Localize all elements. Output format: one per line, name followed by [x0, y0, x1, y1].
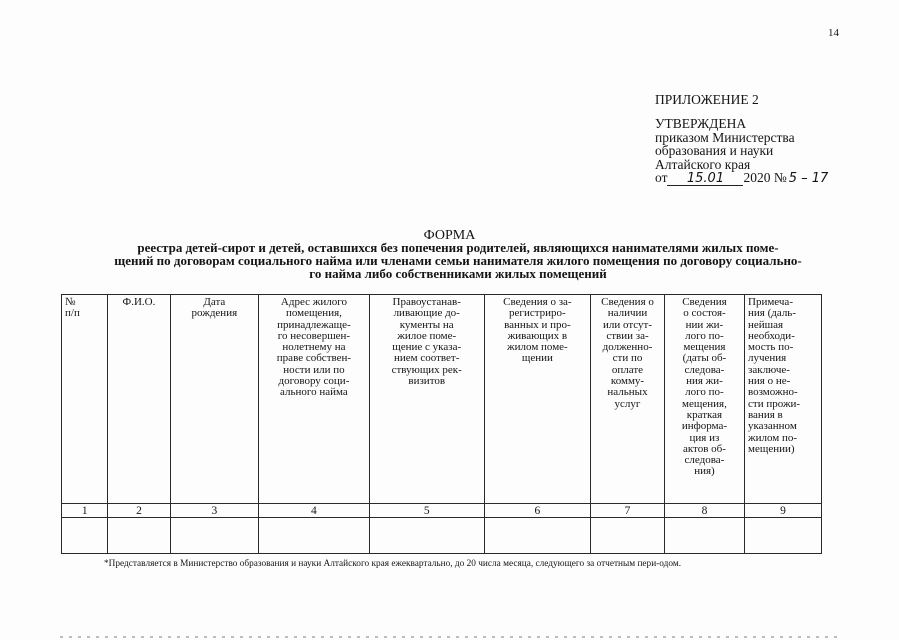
header-line: щение с указа-	[392, 341, 462, 354]
header-line: живающих в	[507, 329, 568, 342]
header-line: Примеча-	[748, 296, 793, 308]
header-cell	[62, 295, 108, 504]
handwritten-date: 15.01	[667, 173, 743, 186]
header-line: комму-	[610, 375, 645, 388]
handwritten-order-number: 5 – 17	[788, 171, 829, 186]
header-cell	[108, 295, 170, 504]
header-line: Сведения о за-	[503, 296, 572, 308]
header-line: (даты об-	[682, 352, 727, 365]
header-cell	[369, 295, 484, 504]
header-line: следова-	[684, 454, 725, 467]
footnote: *Представляется в Министерство образования и науки Алтайского края ежеквартально, до 20 числа месяца, следующего за отчетным пери-одом.	[104, 559, 682, 569]
header-line: Дата	[203, 296, 226, 308]
empty-cell	[62, 518, 108, 554]
header-line: жилое поме-	[397, 329, 457, 342]
header-line: Адрес жилого	[280, 296, 347, 308]
empty-cell	[108, 518, 170, 554]
header-line: мещения	[683, 341, 726, 354]
column-number: 8	[664, 504, 744, 518]
column-number: 5	[369, 504, 484, 518]
column-number: 4	[259, 504, 370, 518]
header-line: регистриро-	[509, 307, 566, 320]
header-line: заключе-	[748, 363, 790, 376]
registry-table	[61, 294, 822, 554]
header-line: о состоя-	[683, 307, 726, 320]
header-cell	[170, 295, 259, 504]
appendix-label: ПРИЛОЖЕНИЕ 2	[655, 92, 759, 107]
header-line: мещения,	[682, 397, 727, 410]
header-line: ствующих рек-	[391, 363, 462, 376]
header-cell	[484, 295, 590, 504]
approval-line-1: приказом Министерства	[655, 129, 795, 145]
header-line: услуг	[614, 397, 641, 410]
header-line: нии жи-	[685, 318, 724, 331]
empty-cell	[591, 518, 665, 554]
header-line: ния жи-	[686, 375, 723, 388]
header-cell	[591, 295, 665, 504]
header-line: го несовершен-	[277, 329, 351, 342]
header-line: ванных и про-	[504, 318, 571, 331]
header-line: Сведения	[682, 296, 727, 308]
column-number: 1	[62, 504, 108, 518]
header-line: визитов	[408, 375, 446, 388]
header-line: ствии за-	[606, 329, 649, 342]
header-line: жилом поме-	[507, 341, 568, 354]
header-line: ального найма	[280, 386, 348, 399]
empty-cell	[170, 518, 259, 554]
header-line: возможно-	[748, 386, 798, 399]
approval-block	[655, 117, 828, 186]
header-line: мость по-	[748, 341, 794, 354]
column-number: 2	[108, 504, 170, 518]
form-subtitle-line: щений по договорам социального найма или членами семьи нанимателя жилого помещения по договору социально-	[114, 253, 802, 268]
header-line: ности или по	[283, 363, 345, 376]
empty-data-row	[62, 518, 822, 554]
header-line: п/п	[65, 307, 80, 320]
column-number-row	[62, 504, 822, 518]
column-number: 6	[484, 504, 590, 518]
header-line: №	[65, 296, 76, 308]
header-line: необходи-	[748, 329, 795, 342]
header-line: ция из	[689, 431, 720, 444]
header-line: лого по-	[685, 329, 724, 342]
approval-line-2: образования и науки	[655, 143, 774, 158]
header-cell	[259, 295, 370, 504]
header-line: нальных	[607, 386, 648, 399]
header-line: наличии	[607, 307, 648, 320]
form-title: ФОРМА	[423, 228, 476, 243]
header-line: договору соци-	[278, 375, 350, 388]
column-number: 7	[591, 504, 665, 518]
form-subtitle-line: реестра детей-сирот и детей, оставшихся без попечения родителей, являющихся нанимателями жилых поме-	[137, 240, 779, 255]
empty-cell	[259, 518, 370, 554]
empty-cell	[664, 518, 744, 554]
date-prefix: от	[655, 170, 668, 185]
header-line: нейшая	[748, 318, 784, 331]
header-line: или отсут-	[602, 318, 653, 331]
header-line: Правоустанав-	[392, 296, 461, 308]
header-line: актов об-	[682, 442, 726, 455]
approval-heading: УТВЕРЖДЕНА	[655, 116, 747, 131]
header-line: ния (даль-	[748, 307, 796, 320]
header-line: долженно-	[602, 341, 653, 354]
header-line: оплате	[611, 363, 644, 376]
header-line: нием соответ-	[394, 352, 460, 365]
header-line: Сведения о	[601, 296, 654, 308]
header-line: Ф.И.О.	[122, 296, 156, 308]
header-line: принадлежаще-	[277, 318, 351, 331]
scan-edge-artifact	[60, 636, 840, 638]
header-line: кументы на	[399, 318, 454, 331]
header-line: сти прожи-	[748, 397, 801, 410]
header-line: помещения,	[285, 307, 342, 320]
approval-date-line	[655, 171, 828, 186]
header-line: лучения	[748, 352, 787, 365]
empty-cell	[745, 518, 822, 554]
column-number: 3	[170, 504, 259, 518]
header-line: указанном	[748, 420, 797, 433]
header-line: лого по-	[685, 386, 724, 399]
header-line: ния)	[694, 465, 715, 478]
header-line: ливающие до-	[393, 307, 460, 320]
header-line: праве собствен-	[276, 352, 352, 365]
form-subtitle	[98, 241, 818, 280]
header-line: жилом по-	[748, 431, 798, 444]
page-number: 14	[828, 27, 839, 39]
header-line: вания в	[748, 408, 783, 421]
header-line: сти по	[612, 352, 643, 365]
header-line: ния о не-	[748, 375, 791, 388]
empty-cell	[484, 518, 590, 554]
header-cell	[745, 295, 822, 504]
header-row	[62, 295, 822, 504]
header-line: мещении)	[748, 442, 795, 455]
header-line: нолетнему на	[282, 341, 346, 354]
empty-cell	[369, 518, 484, 554]
approval-line-3: Алтайского края	[655, 156, 751, 172]
form-subtitle-line: го найма либо собственниками жилых помещений	[309, 266, 607, 281]
header-line: щении	[521, 352, 553, 365]
header-line: краткая	[686, 408, 723, 421]
header-line: рождения	[191, 307, 238, 320]
header-line: информа-	[681, 420, 728, 433]
column-number: 9	[745, 504, 822, 518]
header-line: следова-	[684, 363, 725, 376]
order-year: 2020 №	[743, 170, 787, 185]
header-cell	[664, 295, 744, 504]
